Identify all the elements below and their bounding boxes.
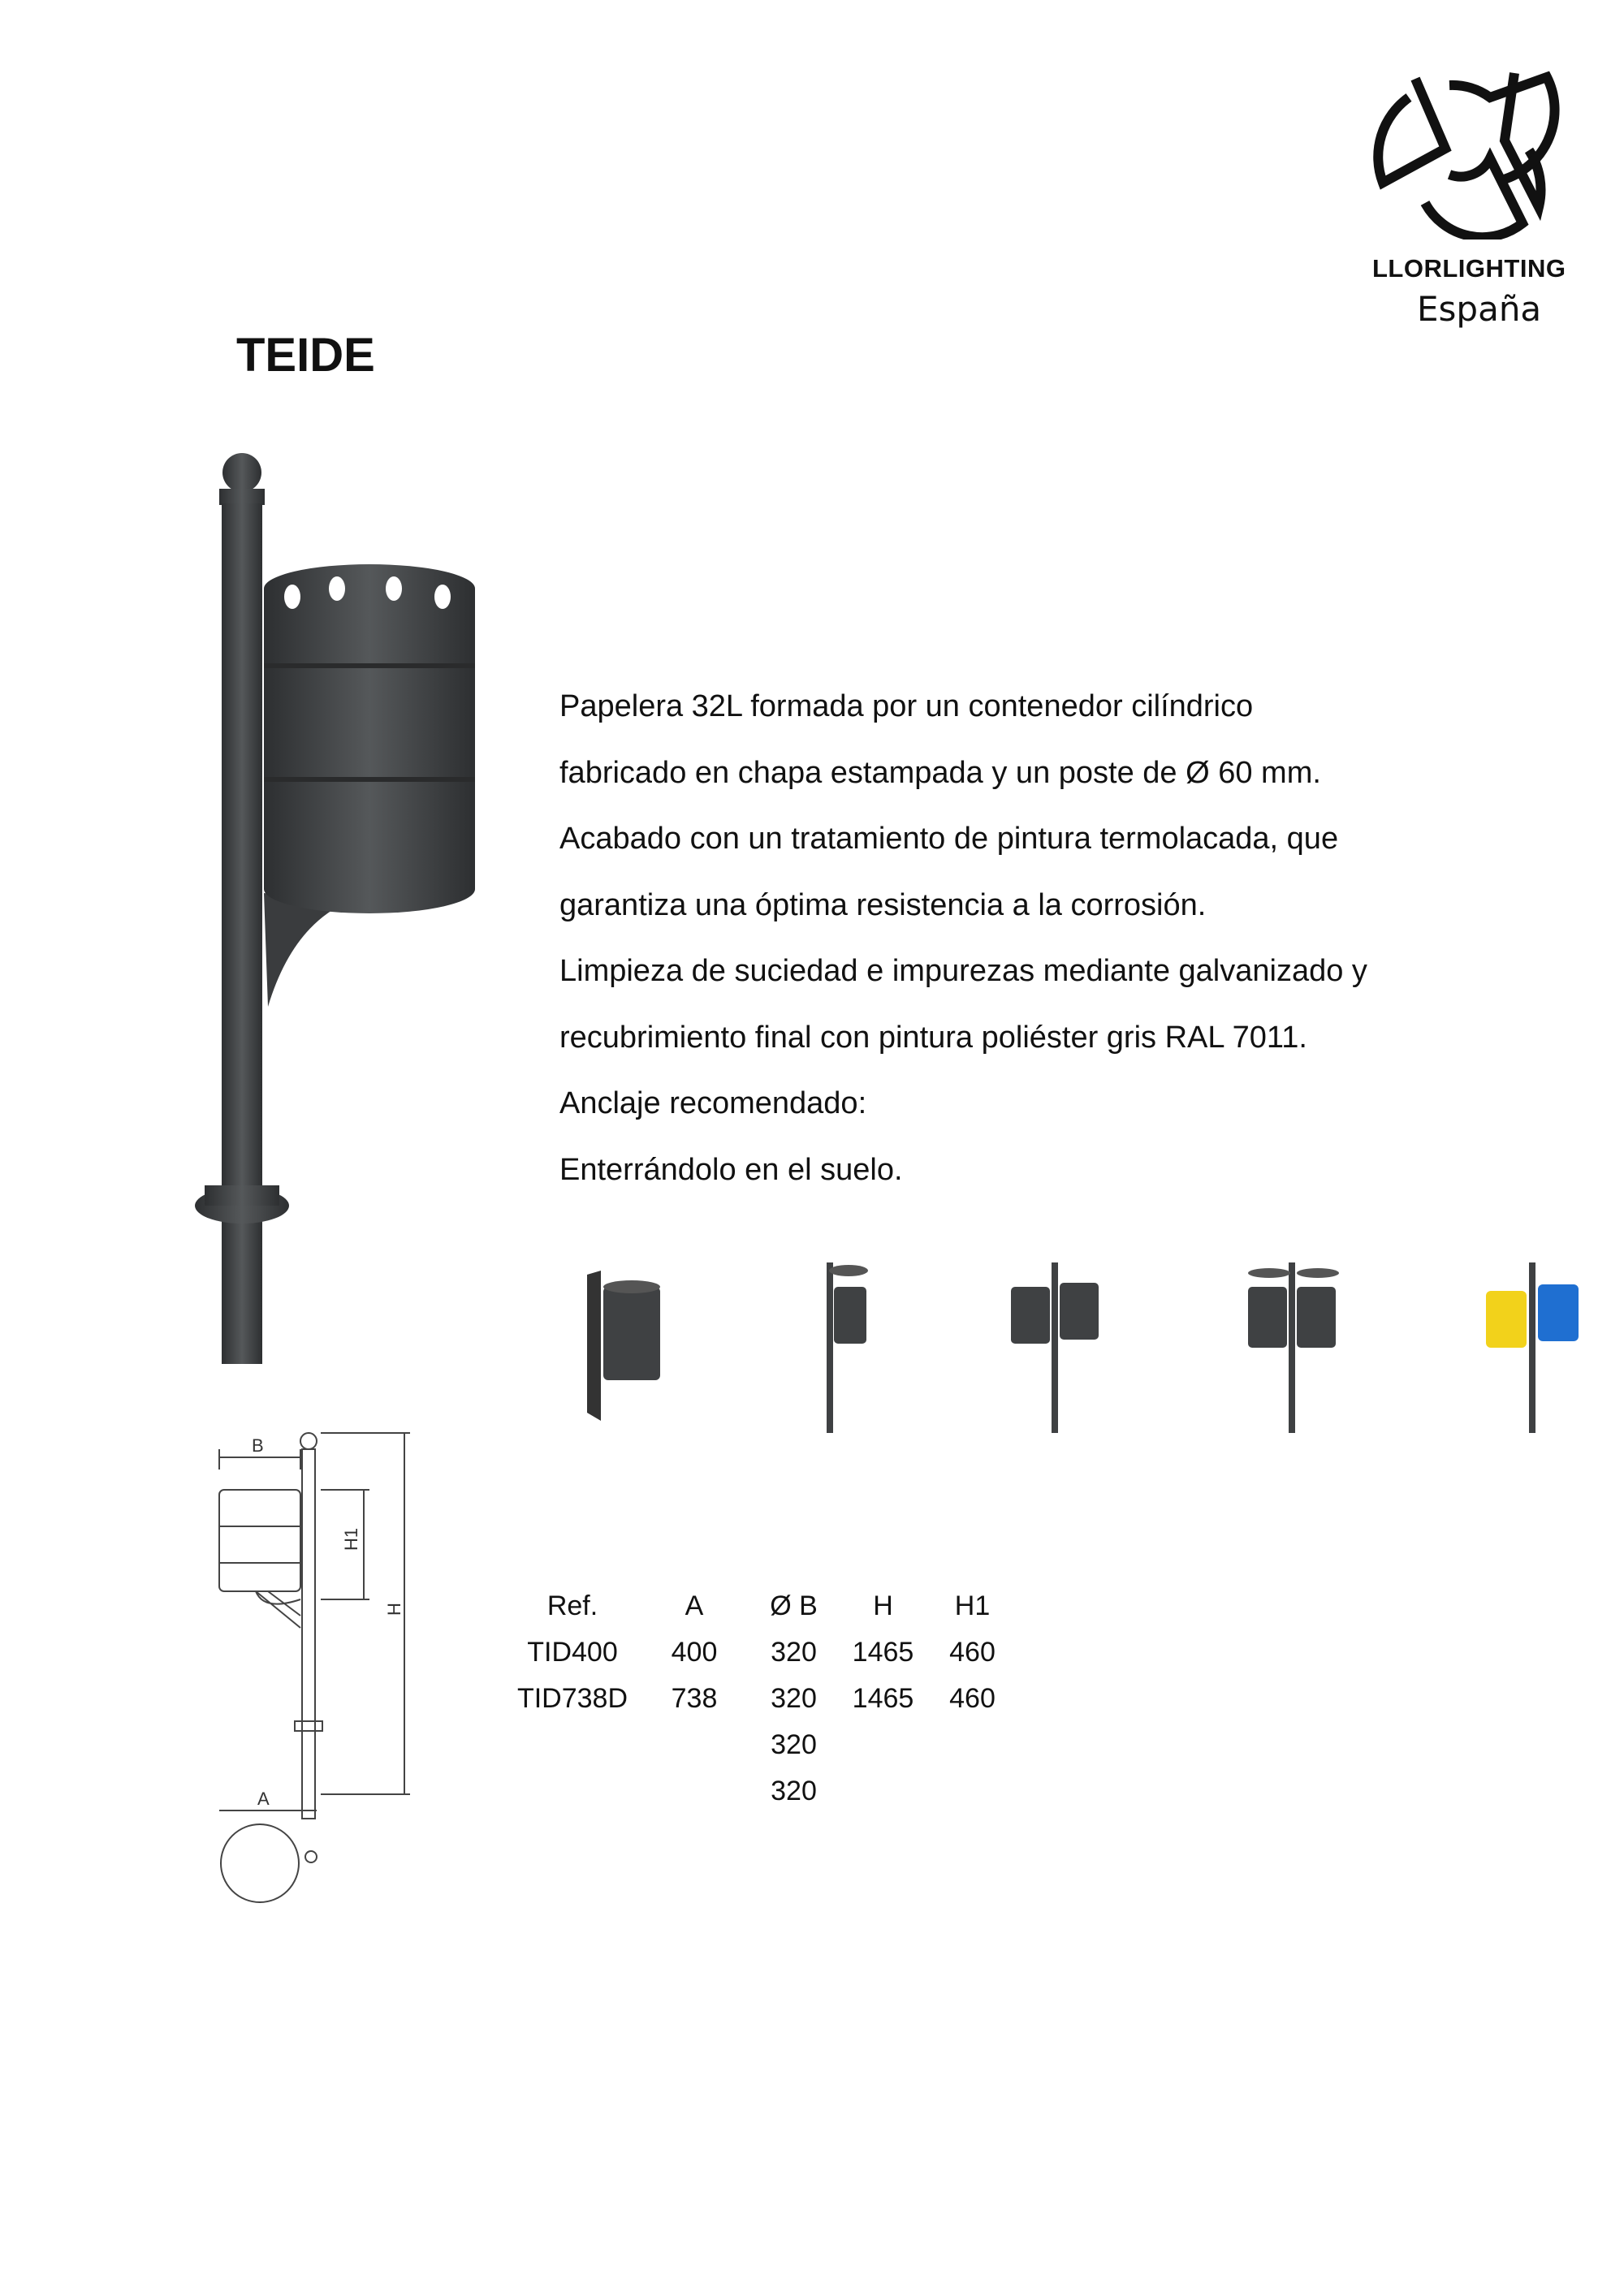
description-line: Anclaje recomendado: bbox=[559, 1086, 867, 1120]
cell-h1 bbox=[934, 1722, 1011, 1768]
cell-h: 1465 bbox=[852, 1637, 914, 1668]
cell-a bbox=[633, 1722, 755, 1768]
variant-double-with-lids-thumbnail bbox=[1238, 1258, 1352, 1437]
variant-with-lid-thumbnail bbox=[800, 1258, 881, 1437]
product-title: TEIDE bbox=[236, 329, 375, 382]
variant-color-recycling-thumbnail bbox=[1478, 1258, 1592, 1437]
cell-h bbox=[832, 1722, 934, 1768]
product-description bbox=[559, 674, 1367, 1203]
table-row bbox=[512, 1676, 1011, 1722]
brand-name: LLORLIGHTING bbox=[1372, 254, 1566, 283]
table-row bbox=[512, 1722, 1011, 1768]
brand-country: España bbox=[1417, 289, 1542, 329]
cell-b: 320 bbox=[771, 1637, 817, 1668]
cell-ref: TID738D bbox=[516, 1683, 628, 1714]
product-image bbox=[187, 438, 495, 1372]
cell-ref bbox=[512, 1722, 633, 1768]
variant-double-thumbnail bbox=[1003, 1258, 1108, 1437]
cell-h: 1465 bbox=[852, 1683, 914, 1714]
description-line: Papelera 32L formada por un contenedor cilíndrico bbox=[559, 689, 1254, 723]
description-line: fabricado en chapa estampada y un poste de Ø 60 mm. bbox=[559, 755, 1321, 790]
llorlighting-logo-icon bbox=[1368, 61, 1563, 240]
dim-label-a: A bbox=[257, 1789, 270, 1809]
table-row bbox=[512, 1629, 1011, 1676]
description-line: Enterrándolo en el suelo. bbox=[559, 1152, 903, 1187]
cell-a: 400 bbox=[671, 1637, 718, 1668]
header-ref: Ref. bbox=[546, 1590, 598, 1621]
dim-label-h1: H1 bbox=[341, 1527, 361, 1551]
description-line: Acabado con un tratamiento de pintura termolacada, que bbox=[559, 822, 1339, 856]
technical-drawing bbox=[207, 1425, 426, 1912]
description-line: recubrimiento final con pintura poliéster gris RAL 7011. bbox=[559, 1020, 1307, 1055]
variant-wall-mounted-thumbnail bbox=[581, 1267, 670, 1429]
cell-a bbox=[633, 1768, 755, 1815]
cell-ref: TID400 bbox=[527, 1637, 618, 1668]
cell-b: 320 bbox=[771, 1776, 817, 1806]
header-b: Ø B bbox=[770, 1590, 818, 1621]
dim-label-h: H bbox=[384, 1603, 404, 1616]
cell-a: 738 bbox=[671, 1683, 718, 1714]
cell-ref bbox=[512, 1768, 633, 1815]
cell-h1: 460 bbox=[949, 1637, 996, 1668]
table-row bbox=[512, 1768, 1011, 1815]
header-a: A bbox=[685, 1590, 704, 1621]
table-header-row bbox=[512, 1583, 1011, 1629]
cell-b: 320 bbox=[771, 1683, 817, 1714]
dim-label-b: B bbox=[252, 1435, 264, 1456]
cell-b: 320 bbox=[771, 1729, 817, 1760]
specifications-table bbox=[512, 1583, 1011, 1815]
cell-h1 bbox=[934, 1768, 1011, 1815]
cell-h bbox=[832, 1768, 934, 1815]
description-line: garantiza una óptima resistencia a la corrosión. bbox=[559, 887, 1207, 922]
header-h: H bbox=[873, 1590, 893, 1621]
header-h1: H1 bbox=[954, 1590, 991, 1621]
description-line: Limpieza de suciedad e impurezas mediante galvanizado y bbox=[559, 954, 1367, 988]
cell-h1: 460 bbox=[949, 1683, 996, 1714]
